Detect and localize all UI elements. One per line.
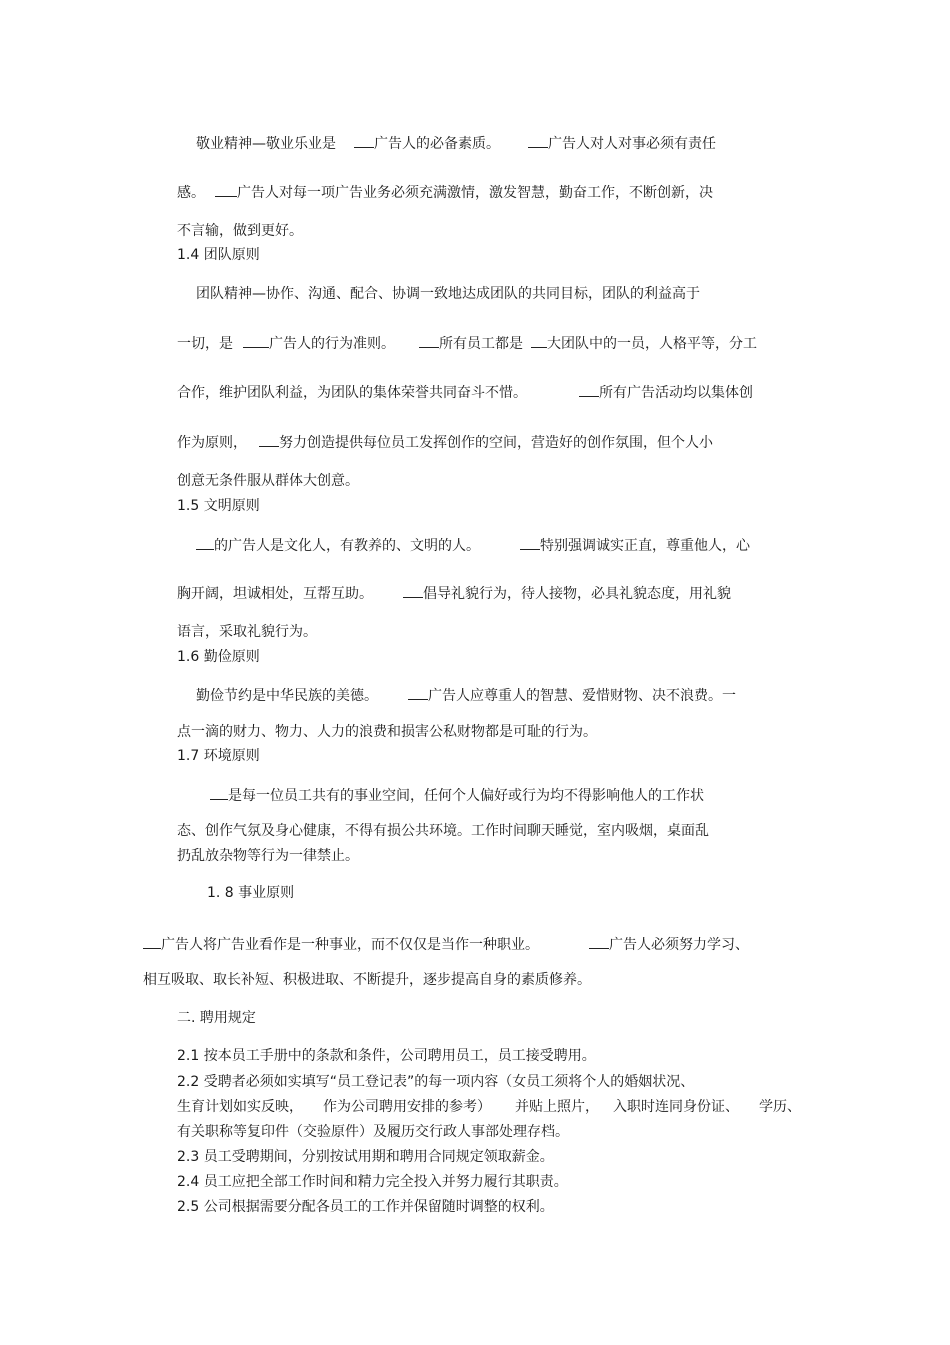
text: 学历、 xyxy=(759,1099,801,1115)
s2-item-2-2-a: 2.2 受聘者必须如实填写“员工登记表”的每一项内容（女员工须将个人的婚姻状况、 xyxy=(177,1074,695,1090)
s15-line-3: 语言，采取礼貌行为。 xyxy=(177,624,317,640)
text: 努力创造提供每位员工发挥创作的空间，营造好的创作氛围，但个人小 xyxy=(279,435,713,451)
blank xyxy=(354,133,374,148)
text: 一切，是 xyxy=(177,336,233,352)
s2-item-2-2-b xyxy=(177,1097,801,1117)
text: 勤俭节约是中华民族的美德。 xyxy=(196,688,378,704)
blank xyxy=(243,333,269,348)
blank xyxy=(531,333,547,348)
text: 是每一位员工共有的事业空间，任何个人偏好或行为均不得影响他人的工作状 xyxy=(228,788,704,804)
text: 胸开阔，坦诚相处，互帮互助。 xyxy=(177,586,373,602)
s18-line-1 xyxy=(143,934,749,955)
s17-line-3: 扔乱放杂物等行为一律禁止。 xyxy=(177,848,359,864)
text: 生育计划如实反映， xyxy=(177,1099,303,1115)
text: 作为原则， xyxy=(177,435,247,451)
text: 的广告人是文化人，有教养的、文明的人。 xyxy=(214,538,480,554)
blank xyxy=(579,382,599,397)
text: 广告人对人对事必须有责任 xyxy=(548,136,716,152)
text: 感。 xyxy=(177,185,205,201)
blank xyxy=(143,934,161,949)
blank xyxy=(259,432,279,447)
s17-line-2: 态、创作气氛及身心健康，不得有损公共环境。工作时间聊天睡觉，室内吸烟，桌面乱 xyxy=(177,823,709,839)
blank xyxy=(520,535,540,550)
s2-heading: 二. 聘用规定 xyxy=(177,1010,256,1026)
text: 广告人的行为准则。 xyxy=(269,336,395,352)
s16-line-1 xyxy=(196,685,736,706)
text: 特别强调诚实正直，尊重他人，心 xyxy=(540,538,750,554)
blank xyxy=(408,685,428,700)
s16-line-2: 点一滴的财力、物力、人力的浪费和损害公私财物都是可耻的行为。 xyxy=(177,724,597,740)
s14-line-4 xyxy=(177,432,713,453)
text: 入职时连同身份证、 xyxy=(613,1099,739,1115)
text: 大团队中的一员，人格平等，分工 xyxy=(547,336,757,352)
text: 广告人应尊重人的智慧、爱惜财物、决不浪费。一 xyxy=(428,688,736,704)
blank xyxy=(196,535,214,550)
s18-line-2: 相互吸取、取长补短、积极进取、不断提升，逐步提高自身的素质修养。 xyxy=(143,972,591,988)
text: 倡导礼貌行为，待人接物，必具礼貌态度，用礼貌 xyxy=(423,586,731,602)
text: 作为公司聘用安排的参考） xyxy=(323,1099,491,1115)
blank xyxy=(589,934,609,949)
s14-line-2 xyxy=(177,333,757,354)
text: 敬业精神—敬业乐业是 xyxy=(196,136,336,152)
s17-heading: 1.7 环境原则 xyxy=(177,748,260,764)
s14-line-5: 创意无条件服从群体大创意。 xyxy=(177,473,359,489)
text: 广告人的必备素质。 xyxy=(374,136,500,152)
text: 广告人对每一项广告业务必须充满激情，激发智慧，勤奋工作，不断创新，决 xyxy=(237,185,713,201)
s16-heading: 1.6 勤俭原则 xyxy=(177,649,260,665)
s13-line-1 xyxy=(196,133,716,154)
s2-item-2-2-c: 有关职称等复印件（交验原件）及履历交行政人事部处理存档。 xyxy=(177,1124,569,1140)
s14-line-1: 团队精神—协作、沟通、配合、协调一致地达成团队的共同目标，团队的利益高于 xyxy=(196,286,700,302)
s2-item-2-4: 2.4 员工应把全部工作时间和精力完全投入并努力履行其职责。 xyxy=(177,1174,568,1190)
s18-heading: 1. 8 事业原则 xyxy=(207,885,295,901)
s2-item-2-5: 2.5 公司根据需要分配各员工的工作并保留随时调整的权利。 xyxy=(177,1199,554,1215)
blank xyxy=(528,133,548,148)
s2-item-2-3: 2.3 员工受聘期间，分别按试用期和聘用合同规定领取薪金。 xyxy=(177,1149,554,1165)
blank xyxy=(210,785,228,800)
text: 广告人将广告业看作是一种事业，而不仅仅是当作一种职业。 xyxy=(161,937,539,953)
s15-line-2 xyxy=(177,583,731,604)
s13-line-3: 不言输，做到更好。 xyxy=(177,223,303,239)
s15-line-1 xyxy=(196,535,750,556)
text: 并贴上照片， xyxy=(515,1099,599,1115)
s13-line-2 xyxy=(177,182,713,203)
s14-line-3 xyxy=(177,382,753,403)
s14-heading: 1.4 团队原则 xyxy=(177,247,260,263)
s15-heading: 1.5 文明原则 xyxy=(177,498,260,514)
blank xyxy=(215,182,237,197)
s17-line-1 xyxy=(210,785,704,806)
blank xyxy=(403,583,423,598)
text: 广告人必须努力学习、 xyxy=(609,937,749,953)
text: 所有广告活动均以集体创 xyxy=(599,385,753,401)
blank xyxy=(419,333,439,348)
text: 合作，维护团队利益，为团队的集体荣誉共同奋斗不惜。 xyxy=(177,385,527,401)
s2-item-2-1: 2.1 按本员工手册中的条款和条件，公司聘用员工，员工接受聘用。 xyxy=(177,1048,596,1064)
text: 所有员工都是 xyxy=(439,336,523,352)
